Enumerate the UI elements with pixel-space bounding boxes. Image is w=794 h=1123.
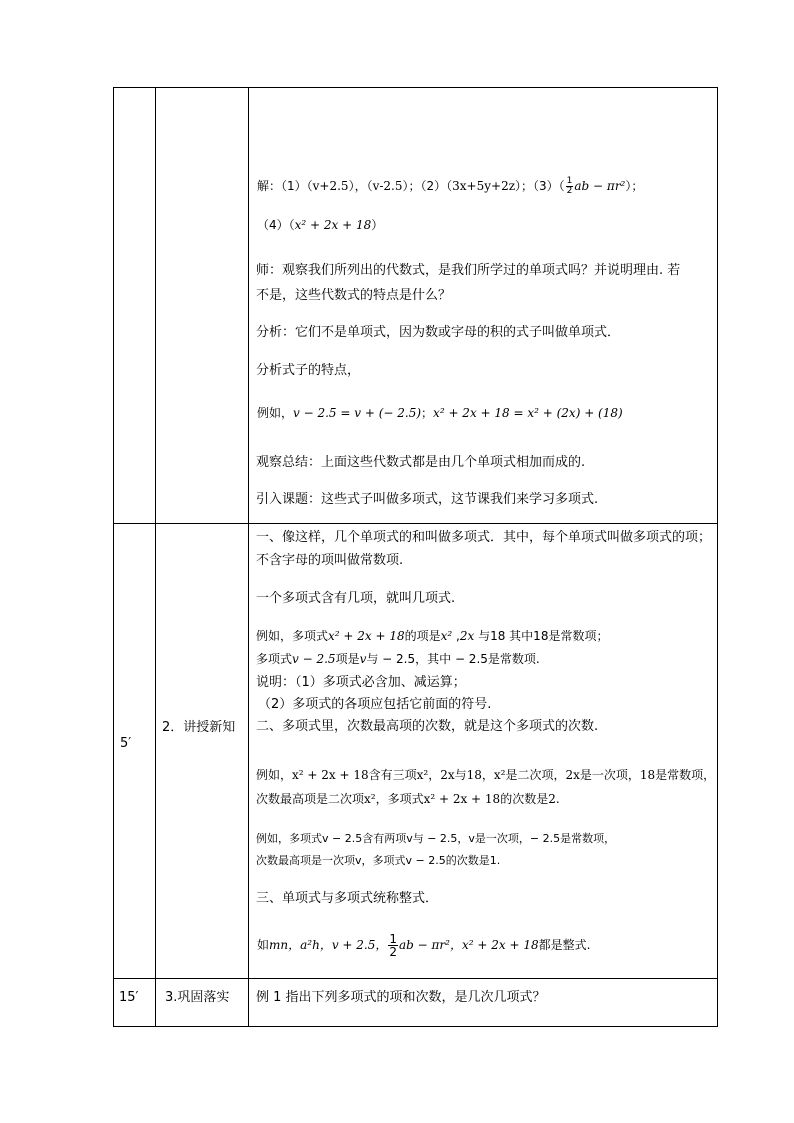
row-divider-1 [113, 523, 718, 524]
example-terms-line: 例如，多项式x² + 2x + 18的项是x² ,2x 与18 其中18是常数项； [256, 629, 609, 643]
step-cell-row-3: 3.巩固落实 [165, 990, 230, 1005]
definition-term-count: 一个多项式含有几项，就叫几项式. [256, 591, 456, 606]
definition-integral-expression: 三、单项式与多项式统称整式． [256, 891, 439, 906]
topic-intro: 引入课题：这些式子叫做多项式，这节课我们来学习多项式. [256, 492, 599, 507]
definition-polynomial-line-1: 一、像这样，几个单项式的和叫做多项式．其中，每个单项式叫做多项式的项； [256, 530, 712, 545]
note-line-1: 说明：（1）多项式必含加、减运算； [256, 675, 466, 690]
step-cell-row-2: 2．讲授新知 [162, 720, 236, 735]
example-binomial-line-2: 次数最高项是一次项v，多项式v − 2.5的次数是1. [256, 854, 501, 867]
time-cell-row-3: 15′ [119, 990, 139, 1005]
fraction-one-half: $\frac{1}{2}$ [566, 176, 573, 196]
example-degree-line-1: 例如，x² + 2x + 18含有三项x²，2x与18，x²是二次项，2x是一次项，18是常数项， [256, 768, 716, 782]
fraction-one-half: $\frac{1}{2}$ [389, 932, 398, 959]
analysis-text: 分析：它们不是单项式，因为数或字母的积的式子叫做单项式． [256, 325, 621, 340]
example-constant-line: 多项式v − 2.5项是v与 − 2.5，其中 − 2.5是常数项. [256, 652, 540, 666]
example-1-prompt: 例 1 指出下列多项式的项和次数，是几次几项式？ [256, 990, 546, 1005]
observation-summary: 观察总结：上面这些代数式都是由几个单项式相加而成的. [256, 455, 586, 470]
note-line-2: （2）多项式的各项应包括它前面的符号. [258, 697, 492, 712]
definition-degree: 二、多项式里，次数最高项的次数，就是这个多项式的次数. [256, 719, 599, 734]
solution-line-1: 解：（1）（v+2.5），（v-2.5）；（2）（3x+5y+2z）；（3）（ $\frac{1}{2}$ ab − πr²）； [257, 176, 644, 196]
row-divider-2 [113, 978, 718, 979]
teacher-question-line-1: 师：观察我们所列出的代数式，是我们所学过的单项式吗？并说明理由. 若 [256, 263, 681, 278]
example-degree-line-2: 次数最高项是二次项x²，多项式x² + 2x + 18的次数是2. [256, 792, 560, 806]
teacher-question-line-2: 不是，这些代数式的特点是什么？ [256, 288, 452, 303]
lesson-table [113, 87, 718, 1027]
column-divider-1 [155, 87, 156, 1027]
column-divider-2 [248, 87, 249, 1027]
time-cell-row-2: 5′ [120, 736, 132, 751]
example-decomposition: 例如，v − 2.5 = v + (− 2.5)；x² + 2x + 18 = x² + (2x) + (18) [257, 406, 623, 420]
feature-text: 分析式子的特点， [256, 363, 361, 378]
example-binomial-line-1: 例如，多项式v − 2.5含有两项v与 − 2.5，v是一次项，− 2.5是常数项， [256, 832, 616, 845]
example-integral-expressions: 如mn，a²h，v + 2.5， $\frac{1}{2}$ ab − πr²，x² + 2x + 18都是整式. [257, 932, 591, 959]
definition-polynomial-line-2: 不含字母的项叫做常数项. [256, 553, 404, 568]
solution-line-2: （4）（x² + 2x + 18） [257, 218, 384, 232]
